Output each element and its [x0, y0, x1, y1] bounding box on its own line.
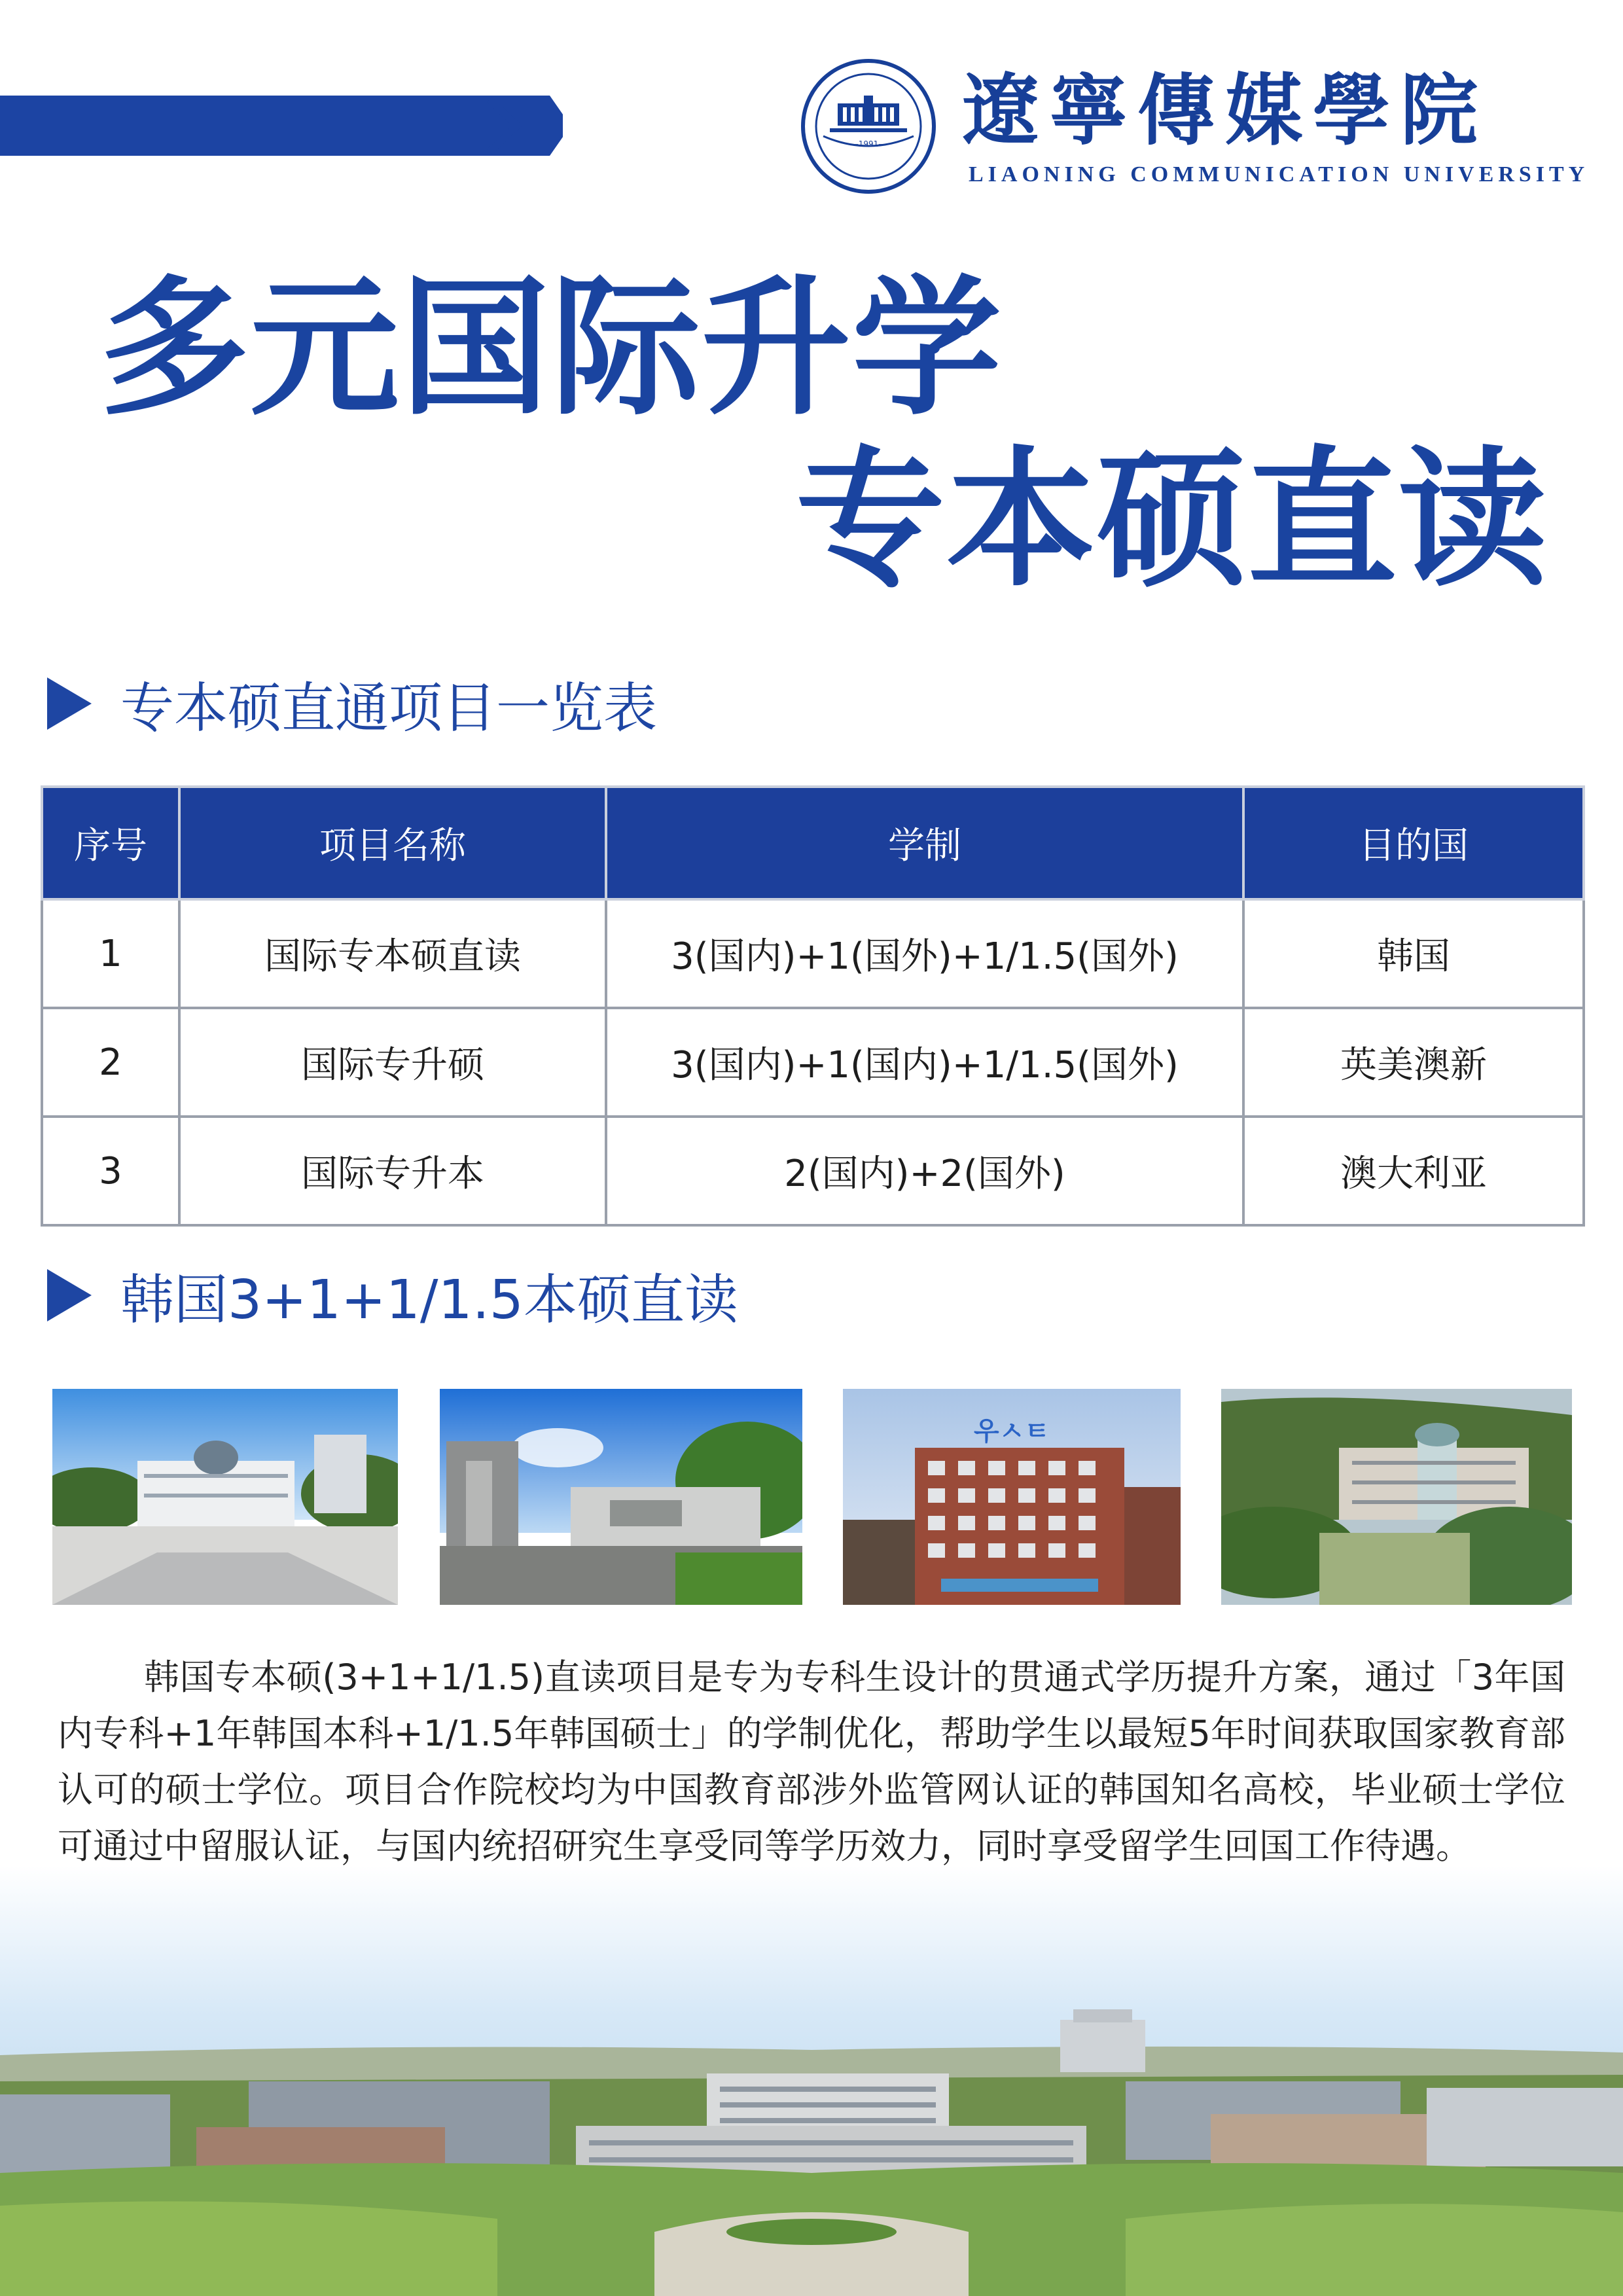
cell-name: 国际专升硕 — [179, 1008, 606, 1117]
cell-name: 国际专升本 — [179, 1117, 606, 1225]
seal-year: —1991— — [850, 139, 887, 149]
column-header-no: 序号 — [42, 787, 179, 899]
cell-system: 3(国内)+1(国外)+1/1.5(国外) — [606, 899, 1243, 1008]
campus-aerial-image — [0, 1865, 1623, 2296]
table-row — [42, 1117, 1584, 1225]
cell-system: 3(国内)+1(国内)+1/1.5(国外) — [606, 1008, 1243, 1117]
cell-country: 韩国 — [1243, 899, 1584, 1008]
university-logo — [800, 58, 1590, 195]
triangle-bullet-icon — [47, 677, 92, 730]
campus-photo-4 — [1221, 1389, 1572, 1605]
cell-country: 澳大利亚 — [1243, 1117, 1584, 1225]
triangle-bullet-icon — [47, 1269, 92, 1321]
headline-line1: 多元国际升学 — [99, 261, 1003, 435]
cell-name: 国际专本硕直读 — [179, 899, 606, 1008]
cell-no: 2 — [42, 1008, 179, 1117]
table-header-row — [42, 787, 1584, 899]
campus-photo-2 — [440, 1389, 802, 1605]
section-title: 专本硕直通项目一览表 — [120, 677, 658, 740]
university-name-en: LIAONING COMMUNICATION UNIVERSITY — [969, 162, 1590, 187]
building-sign: 우ㅅㅌ — [974, 1416, 1050, 1446]
cell-no: 1 — [42, 899, 179, 1008]
table-row — [42, 1008, 1584, 1117]
cell-no: 3 — [42, 1117, 179, 1225]
campus-photo-3 — [843, 1389, 1181, 1605]
section-heading-korea — [47, 1259, 738, 1331]
university-name-cn: 遼寧傳媒學院 — [962, 65, 1489, 156]
header-arrow-bar — [0, 96, 563, 156]
campus-photo-1 — [52, 1389, 398, 1605]
headline-line2: 专本硕直读 — [796, 433, 1548, 607]
cell-system: 2(国内)+2(国外) — [606, 1117, 1243, 1225]
table-row — [42, 899, 1584, 1008]
program-description: 韩国专本硕(3+1+1/1.5)直读项目是专为专科生设计的贯通式学历提升方案，通过「3年国内专科+1年韩国本科+1/1.5年韩国硕士」的学制优化，帮助学生以最短5年时间获取国家教育部认可的硕士学位。项目合作院校均为中国教育部涉外监管网认证的韩国知名高校，毕业硕士学位可通过中留服认证，与国内统招研究生享受同等学历效力，同时享受留学生回国工作待遇。 — [58, 1657, 1565, 1867]
column-header-name: 项目名称 — [179, 787, 606, 899]
column-header-country: 目的国 — [1243, 787, 1584, 899]
university-seal-icon — [800, 58, 937, 195]
section-heading-programs — [47, 668, 657, 740]
cell-country: 英美澳新 — [1243, 1008, 1584, 1117]
programs-table — [41, 785, 1585, 1227]
column-header-system: 学制 — [606, 787, 1243, 899]
section-title: 韩国3+1+1/1.5本硕直读 — [120, 1268, 738, 1331]
